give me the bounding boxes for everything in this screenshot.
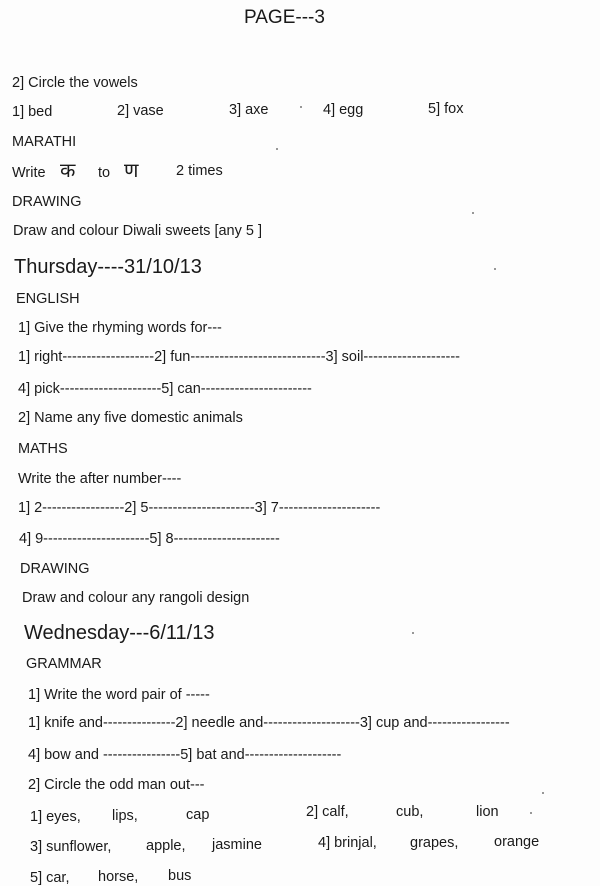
odd-word: apple,	[146, 838, 186, 854]
vowel-item: 5] fox	[428, 101, 464, 117]
marathi-letter-to: ण	[124, 158, 139, 182]
wednesday-date-heading: Wednesday---6/11/13	[24, 622, 215, 644]
grammar-heading: GRAMMAR	[26, 656, 102, 672]
odd-word: 4] brinjal,	[318, 835, 377, 851]
vowel-item: 3] axe	[229, 102, 269, 118]
scan-speck	[276, 148, 278, 150]
drawing-heading-1: DRAWING	[12, 194, 82, 210]
scan-speck	[530, 812, 532, 814]
after-number-line-1: 1] 2-----------------2] 5----------------------3] 7---------------------	[18, 500, 381, 516]
vowel-item: 2] vase	[117, 103, 164, 119]
odd-word: horse,	[98, 869, 139, 885]
odd-man-heading: 2] Circle the odd man out---	[28, 777, 205, 793]
rhyme-line-1: 1] right-------------------2] fun----------------------------3] soil--------------------	[18, 349, 461, 365]
odd-word: lips,	[112, 808, 138, 824]
marathi-to: to	[98, 165, 111, 181]
drawing-task-1: Draw and colour Diwali sweets [any 5 ]	[13, 223, 263, 239]
marathi-letter-from: क	[60, 158, 76, 182]
odd-word: orange	[494, 834, 540, 850]
vowels-heading: 2] Circle the vowels	[12, 75, 138, 91]
scan-speck	[412, 632, 414, 634]
word-pair-line-1: 1] knife and---------------2] needle and--------------------3] cup and-----------------	[28, 715, 510, 731]
odd-word: 1] eyes,	[30, 809, 81, 825]
odd-word: lion	[476, 804, 499, 820]
marathi-heading: MARATHI	[12, 134, 77, 150]
word-pair-heading: 1] Write the word pair of -----	[28, 687, 210, 703]
odd-word: 2] calf,	[306, 804, 349, 820]
after-number-line-2: 4] 9----------------------5] 8----------------------	[19, 531, 280, 547]
rhyme-heading: 1] Give the rhyming words for---	[18, 320, 222, 336]
page-title: PAGE---3	[244, 7, 325, 28]
odd-word: bus	[168, 868, 192, 884]
vowel-item: 4] egg	[323, 102, 364, 118]
animals-task: 2] Name any five domestic animals	[18, 410, 243, 426]
scan-speck	[494, 268, 496, 270]
marathi-times: 2 times	[176, 163, 223, 179]
drawing-task-2: Draw and colour any rangoli design	[22, 590, 250, 606]
after-number-heading: Write the after number----	[18, 471, 182, 487]
maths-heading: MATHS	[18, 441, 68, 457]
rhyme-line-2: 4] pick---------------------5] can-----------------------	[18, 381, 312, 397]
english-heading: ENGLISH	[16, 291, 80, 307]
marathi-write: Write	[12, 165, 46, 181]
word-pair-line-2: 4] bow and ----------------5] bat and--------------------	[28, 747, 342, 763]
odd-word: cap	[186, 807, 210, 823]
odd-word: jasmine	[212, 837, 262, 853]
odd-word: 3] sunflower,	[30, 839, 112, 855]
scan-speck	[300, 106, 302, 108]
scan-speck	[542, 792, 544, 794]
odd-word: grapes,	[410, 835, 459, 851]
odd-word: cub,	[396, 804, 424, 820]
scan-speck	[472, 212, 474, 214]
odd-word: 5] car,	[30, 870, 70, 886]
thursday-date-heading: Thursday----31/10/13	[14, 256, 202, 278]
vowel-item: 1] bed	[12, 104, 53, 120]
drawing-heading-2: DRAWING	[20, 561, 90, 577]
